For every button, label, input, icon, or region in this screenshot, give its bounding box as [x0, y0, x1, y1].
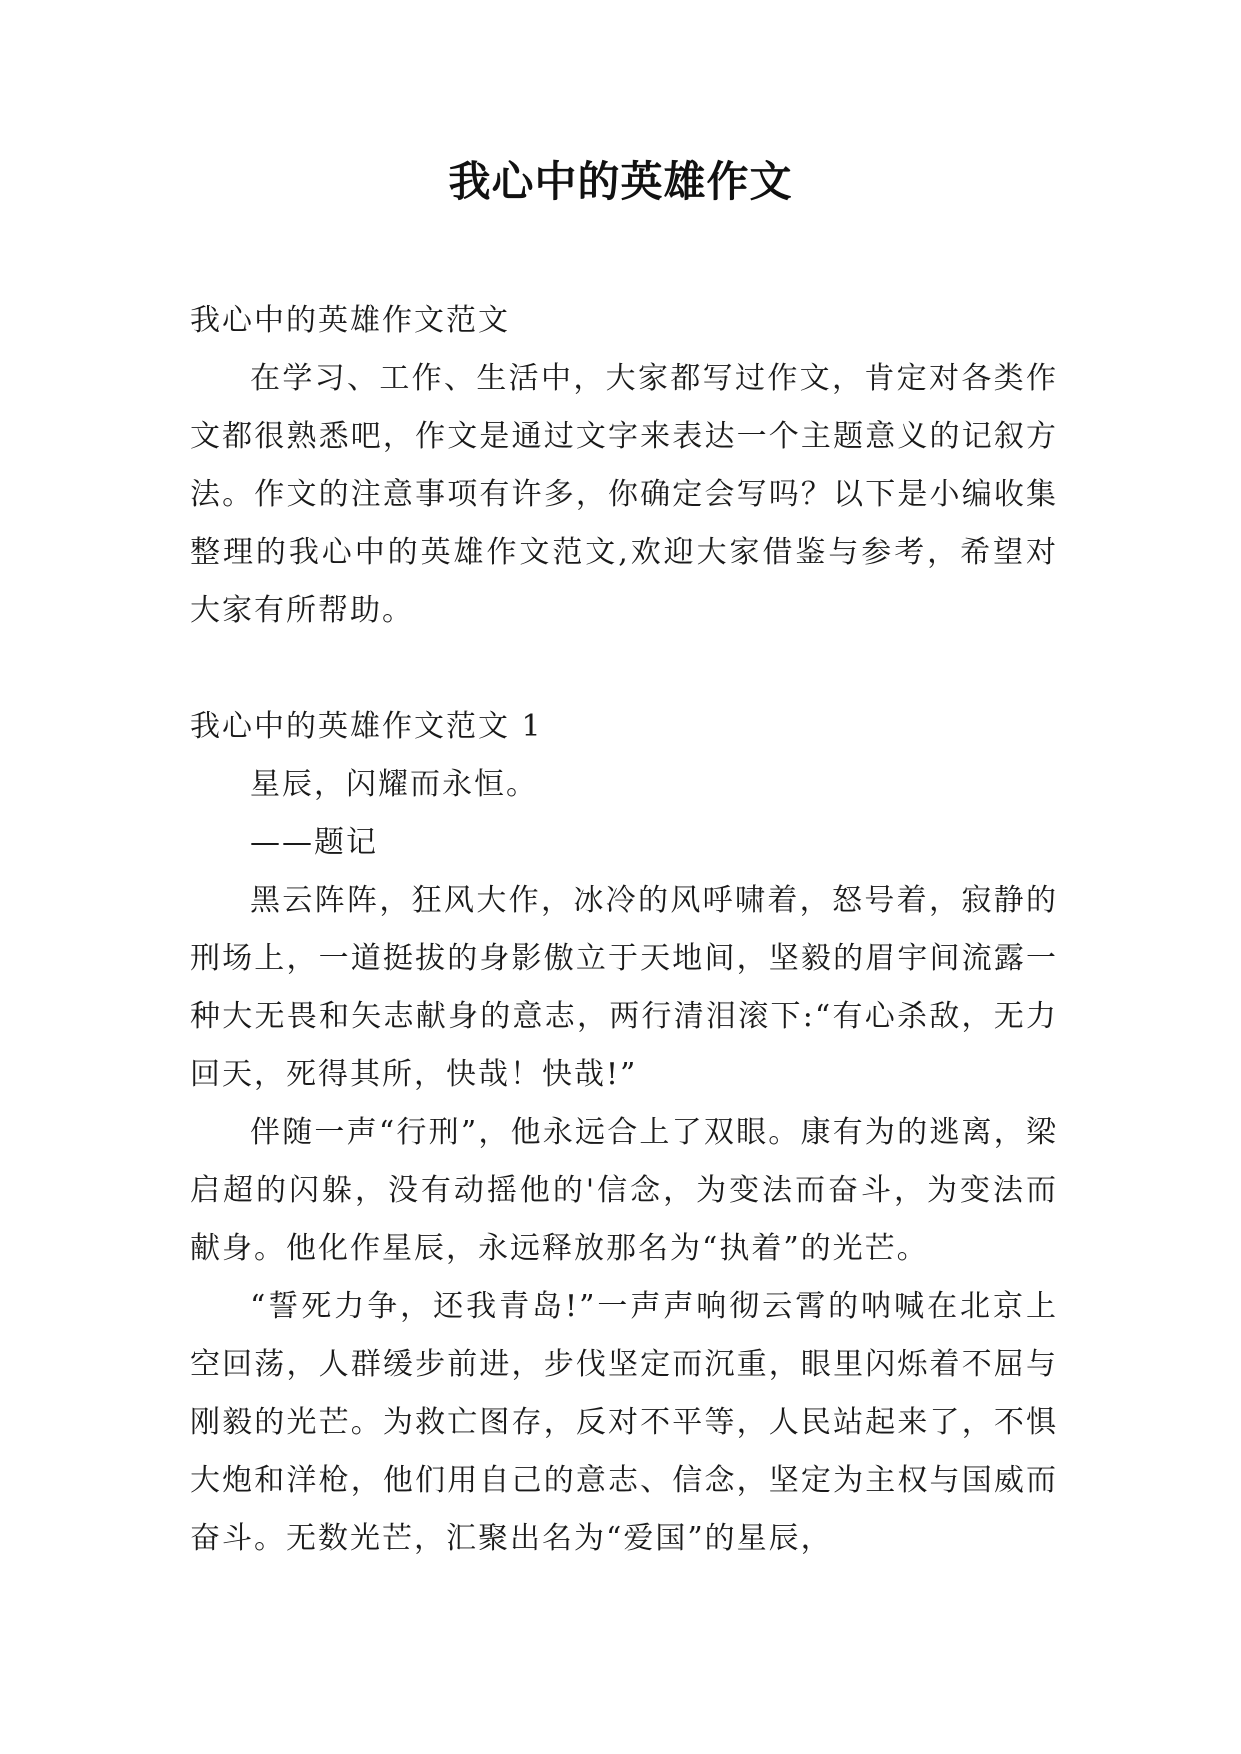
section1-heading: 我心中的英雄作文范文 1: [190, 709, 543, 744]
intro-heading: 我心中的英雄作文范文: [190, 303, 510, 338]
body-paragraph: 黑云阵阵，狂风大作，冰冷的风呼啸着，怒号着，寂静的刑场上，一道挺拔的身影傲立于天地间，坚毅的眉宇间流露一种大无畏和矢志献身的意志，两行清泪滚下:“有心杀敌，无力回天，死得其所，快哉！快哉!”: [190, 883, 1058, 1092]
section-spacer: [190, 640, 1058, 698]
document-title: 我心中的英雄作文: [448, 157, 793, 206]
document-body: [190, 292, 1058, 1568]
body-paragraph: “誓死力争，还我青岛!”一声声响彻云霄的呐喊在北京上空回荡，人群缓步前进，步伐坚定而沉重，眼里闪烁着不屈与刚毅的光芒。为救亡图存，反对不平等，人民站起来了，不惧大炮和洋枪，他们用自己的意志、信念，坚定为主权与国威而奋斗。无数光芒，汇聚出名为“爱国”的星辰，: [190, 1289, 1058, 1556]
intro-paragraph: 在学习、工作、生活中，大家都写过作文，肯定对各类作文都很熟悉吧，作文是通过文字来表达一个主题意义的记叙方法。作文的注意事项有许多，你确定会写吗？以下是小编收集整理的我心中的英雄作文范文,欢迎大家借鉴与参考，希望对大家有所帮助。: [190, 361, 1058, 628]
epigraph-attribution: ——题记: [250, 825, 378, 860]
body-paragraph: 伴随一声“行刑”，他永远合上了双眼。康有为的逃离，梁启超的闪躲，没有动摇他的'信念，为变法而奋斗，为变法而献身。他化作星辰，永远释放那名为“执着”的光芒。: [190, 1115, 1058, 1266]
epigraph: 星辰，闪耀而永恒。: [250, 767, 538, 802]
